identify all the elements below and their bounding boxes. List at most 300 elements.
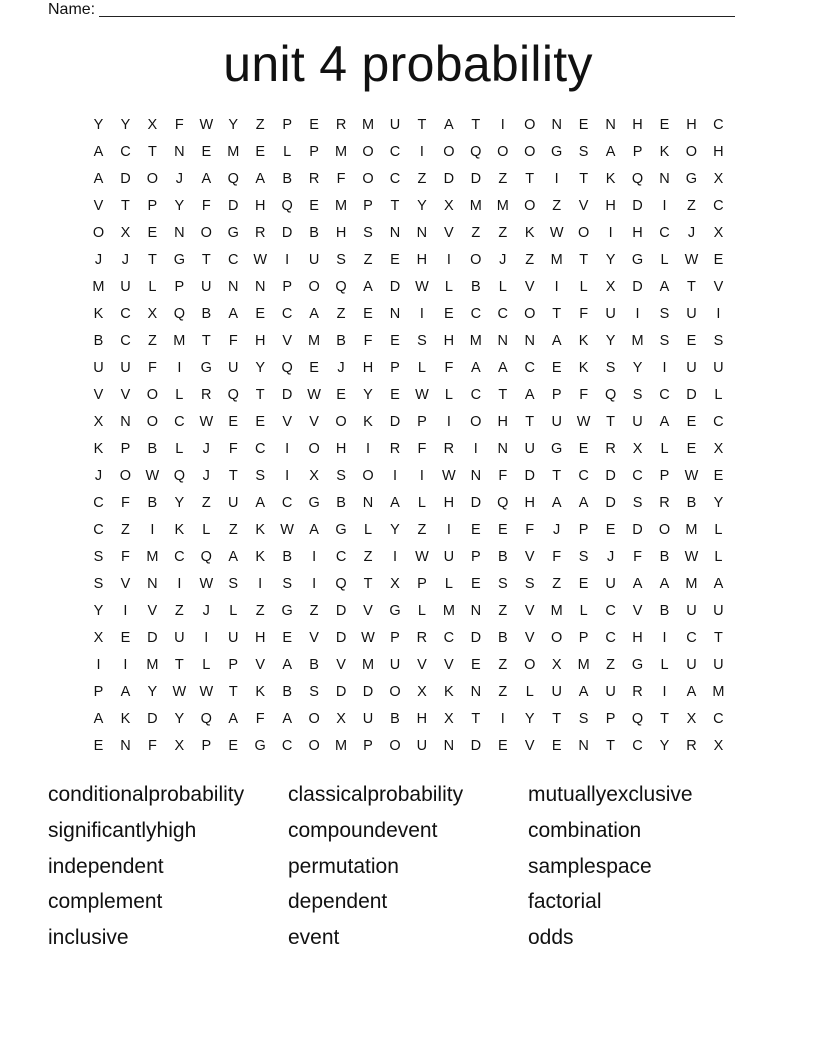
grid-letter[interactable]: X xyxy=(713,738,724,754)
grid-letter[interactable]: K xyxy=(255,522,266,538)
grid-letter[interactable]: B xyxy=(659,603,670,619)
grid-letter[interactable]: C xyxy=(120,333,131,349)
grid-letter[interactable]: A xyxy=(282,657,292,673)
grid-letter[interactable]: F xyxy=(121,549,130,565)
grid-letter[interactable]: M xyxy=(335,198,348,214)
grid-letter[interactable]: W xyxy=(684,549,699,565)
grid-letter[interactable]: J xyxy=(606,549,615,565)
grid-letter[interactable]: I xyxy=(285,468,290,484)
grid-letter[interactable]: X xyxy=(93,630,104,646)
grid-letter[interactable]: X xyxy=(174,738,185,754)
grid-letter[interactable]: V xyxy=(120,576,131,592)
grid-letter[interactable]: P xyxy=(605,711,616,727)
grid-letter[interactable]: N xyxy=(605,117,616,133)
grid-letter[interactable]: R xyxy=(659,495,670,511)
grid-letter[interactable]: S xyxy=(659,333,670,349)
grid-letter[interactable]: I xyxy=(446,522,451,538)
grid-letter[interactable]: U xyxy=(308,252,320,268)
grid-letter[interactable]: T xyxy=(228,468,238,484)
grid-letter[interactable]: A xyxy=(390,495,400,511)
grid-letter[interactable]: U xyxy=(228,630,239,646)
grid-letter[interactable]: H xyxy=(632,117,643,133)
grid-letter[interactable]: I xyxy=(635,306,640,322)
grid-letter[interactable]: H xyxy=(254,630,266,646)
grid-letter[interactable]: W xyxy=(199,414,214,430)
grid-letter[interactable]: T xyxy=(552,711,562,727)
grid-letter[interactable]: O xyxy=(497,144,509,160)
grid-letter[interactable]: D xyxy=(228,198,239,214)
grid-letter[interactable]: V xyxy=(309,630,319,646)
grid-letter[interactable]: E xyxy=(686,414,697,430)
grid-letter[interactable]: H xyxy=(605,198,616,214)
grid-letter[interactable]: O xyxy=(685,144,698,160)
grid-letter[interactable]: F xyxy=(147,360,157,376)
grid-letter[interactable]: E xyxy=(93,738,104,754)
grid-letter[interactable]: F xyxy=(579,387,589,403)
grid-letter[interactable]: L xyxy=(283,144,292,160)
grid-letter[interactable]: I xyxy=(392,549,397,565)
grid-letter[interactable]: I xyxy=(392,468,397,484)
grid-letter[interactable]: O xyxy=(524,144,536,160)
grid-letter[interactable]: B xyxy=(282,171,292,187)
grid-letter[interactable]: O xyxy=(524,198,536,214)
grid-letter[interactable]: F xyxy=(579,306,589,322)
grid-letter[interactable]: Y xyxy=(174,198,185,214)
grid-letter[interactable]: P xyxy=(470,549,481,565)
grid-letter[interactable]: V xyxy=(336,657,346,673)
grid-letter[interactable]: B xyxy=(497,549,508,565)
grid-letter[interactable]: N xyxy=(470,603,482,619)
grid-letter[interactable]: N xyxy=(551,117,562,133)
grid-letter[interactable]: V xyxy=(524,549,535,565)
grid-letter[interactable]: R xyxy=(308,171,320,187)
grid-letter[interactable]: C xyxy=(605,630,616,646)
grid-letter[interactable]: E xyxy=(578,441,589,457)
grid-letter[interactable]: Z xyxy=(417,522,427,538)
grid-letter[interactable]: N xyxy=(443,738,455,754)
grid-letter[interactable]: C xyxy=(281,738,293,754)
grid-letter[interactable]: L xyxy=(417,360,426,376)
grid-letter[interactable]: L xyxy=(660,252,669,268)
grid-letter[interactable]: Y xyxy=(417,198,427,214)
grid-letter[interactable]: J xyxy=(121,252,130,268)
grid-letter[interactable]: S xyxy=(578,711,589,727)
grid-letter[interactable]: U xyxy=(416,738,428,754)
grid-letter[interactable]: D xyxy=(335,603,347,619)
grid-letter[interactable]: M xyxy=(335,738,348,754)
grid-letter[interactable]: Z xyxy=(552,576,562,592)
grid-letter[interactable]: F xyxy=(444,360,454,376)
grid-letter[interactable]: Y xyxy=(147,684,158,700)
grid-letter[interactable]: M xyxy=(308,333,321,349)
grid-letter[interactable]: X xyxy=(390,576,400,592)
grid-letter[interactable]: A xyxy=(551,495,562,511)
grid-letter[interactable]: G xyxy=(173,252,185,268)
grid-letter[interactable]: Q xyxy=(227,387,239,403)
grid-letter[interactable]: G xyxy=(389,603,401,619)
grid-letter[interactable]: X xyxy=(147,306,158,322)
grid-letter[interactable]: H xyxy=(254,333,266,349)
grid-letter[interactable]: E xyxy=(201,144,212,160)
grid-letter[interactable]: V xyxy=(309,414,319,430)
grid-letter[interactable]: N xyxy=(174,225,185,241)
grid-letter[interactable]: Y xyxy=(93,603,104,619)
grid-letter[interactable]: Q xyxy=(281,360,293,376)
grid-letter[interactable]: E xyxy=(390,252,400,268)
grid-letter[interactable]: P xyxy=(659,468,670,484)
grid-letter[interactable]: C xyxy=(632,738,643,754)
grid-letter[interactable]: Z xyxy=(363,549,373,565)
grid-letter[interactable]: C xyxy=(93,495,104,511)
grid-letter[interactable]: A xyxy=(282,711,292,727)
grid-letter[interactable]: O xyxy=(524,117,536,133)
grid-letter[interactable]: J xyxy=(499,252,507,268)
grid-letter[interactable]: K xyxy=(93,441,104,457)
grid-letter[interactable]: V xyxy=(282,414,292,430)
grid-letter[interactable]: T xyxy=(390,198,400,214)
grid-letter[interactable]: S xyxy=(659,306,670,322)
grid-letter[interactable]: T xyxy=(606,414,616,430)
grid-letter[interactable]: Q xyxy=(200,711,212,727)
grid-letter[interactable]: T xyxy=(660,711,669,727)
grid-letter[interactable]: C xyxy=(443,630,455,646)
grid-letter[interactable]: E xyxy=(309,360,319,376)
grid-letter[interactable]: Y xyxy=(174,711,185,727)
grid-letter[interactable]: E xyxy=(551,738,562,754)
grid-letter[interactable]: X xyxy=(309,468,319,484)
grid-letter[interactable]: E xyxy=(228,414,239,430)
grid-letter[interactable]: O xyxy=(362,468,374,484)
grid-letter[interactable]: N xyxy=(578,738,589,754)
grid-letter[interactable]: A xyxy=(524,387,535,403)
grid-letter[interactable]: M xyxy=(146,549,159,565)
grid-letter[interactable]: E xyxy=(336,387,346,403)
grid-letter[interactable]: W xyxy=(361,630,375,646)
grid-letter[interactable]: D xyxy=(632,279,643,295)
grid-letter[interactable]: E xyxy=(309,117,319,133)
grid-letter[interactable]: I xyxy=(96,657,101,673)
grid-letter[interactable]: P xyxy=(417,414,427,430)
grid-letter[interactable]: N xyxy=(524,333,535,349)
grid-letter[interactable]: J xyxy=(553,522,561,538)
grid-letter[interactable]: Z xyxy=(336,306,346,322)
grid-letter[interactable]: T xyxy=(121,198,130,214)
grid-letter[interactable]: B xyxy=(390,711,400,727)
grid-letter[interactable]: U xyxy=(228,360,239,376)
grid-letter[interactable]: O xyxy=(470,414,482,430)
grid-letter[interactable]: S xyxy=(282,576,292,592)
grid-letter[interactable]: T xyxy=(713,630,723,646)
grid-letter[interactable]: A xyxy=(228,549,239,565)
grid-letter[interactable]: G xyxy=(551,441,563,457)
grid-letter[interactable]: H xyxy=(497,414,509,430)
grid-letter[interactable]: R xyxy=(632,684,643,700)
grid-letter[interactable]: Y xyxy=(363,387,373,403)
grid-letter[interactable]: V xyxy=(713,279,724,295)
grid-letter[interactable]: Z xyxy=(228,522,238,538)
grid-letter[interactable]: T xyxy=(579,171,589,187)
grid-letter[interactable]: Q xyxy=(227,171,239,187)
grid-letter[interactable]: T xyxy=(498,387,508,403)
grid-letter[interactable]: D xyxy=(524,468,535,484)
grid-letter[interactable]: M xyxy=(442,603,455,619)
grid-letter[interactable]: V xyxy=(524,279,535,295)
grid-letter[interactable]: C xyxy=(389,144,401,160)
grid-letter[interactable]: A xyxy=(578,495,589,511)
grid-letter[interactable]: W xyxy=(549,225,564,241)
grid-letter[interactable]: P xyxy=(551,387,562,403)
grid-letter[interactable]: U xyxy=(605,684,616,700)
grid-letter[interactable]: N xyxy=(470,468,482,484)
grid-letter[interactable]: D xyxy=(632,198,643,214)
grid-letter[interactable]: I xyxy=(204,630,209,646)
grid-letter[interactable]: I xyxy=(123,657,128,673)
grid-letter[interactable]: S xyxy=(632,495,643,511)
grid-letter[interactable]: Q xyxy=(335,576,347,592)
grid-letter[interactable]: O xyxy=(119,468,132,484)
grid-letter[interactable]: V xyxy=(632,603,643,619)
grid-letter[interactable]: Z xyxy=(417,171,427,187)
grid-letter[interactable]: A xyxy=(363,279,373,295)
grid-letter[interactable]: N xyxy=(497,441,509,457)
grid-letter[interactable]: I xyxy=(312,576,317,592)
grid-letter[interactable]: B xyxy=(201,306,212,322)
grid-letter[interactable]: C xyxy=(93,522,104,538)
grid-letter[interactable]: Z xyxy=(255,117,265,133)
grid-letter[interactable]: D xyxy=(120,171,131,187)
grid-letter[interactable]: R xyxy=(254,225,266,241)
grid-letter[interactable]: L xyxy=(444,279,453,295)
grid-letter[interactable]: X xyxy=(713,441,724,457)
grid-letter[interactable]: M xyxy=(577,657,590,673)
grid-letter[interactable]: K xyxy=(363,414,373,430)
grid-letter[interactable]: W xyxy=(145,468,160,484)
grid-letter[interactable]: O xyxy=(524,306,536,322)
grid-letter[interactable]: D xyxy=(470,171,482,187)
grid-letter[interactable]: P xyxy=(93,684,104,700)
grid-letter[interactable]: D xyxy=(470,630,482,646)
grid-letter[interactable]: M xyxy=(685,522,698,538)
grid-letter[interactable]: D xyxy=(470,495,482,511)
grid-letter[interactable]: C xyxy=(120,144,131,160)
grid-letter[interactable]: B xyxy=(147,441,158,457)
grid-letter[interactable]: U xyxy=(120,279,131,295)
grid-letter[interactable]: Z xyxy=(471,225,481,241)
grid-letter[interactable]: D xyxy=(147,711,158,727)
grid-letter[interactable]: W xyxy=(684,252,699,268)
grid-letter[interactable]: T xyxy=(552,468,562,484)
grid-letter[interactable]: G xyxy=(685,171,698,187)
grid-letter[interactable]: P xyxy=(228,657,239,673)
grid-letter[interactable]: I xyxy=(473,441,478,457)
grid-letter[interactable]: A xyxy=(686,684,697,700)
grid-letter[interactable]: I xyxy=(446,414,451,430)
grid-letter[interactable]: L xyxy=(579,279,588,295)
grid-letter[interactable]: Z xyxy=(147,333,157,349)
grid-letter[interactable]: M xyxy=(631,333,644,349)
grid-letter[interactable]: R xyxy=(443,441,455,457)
grid-letter[interactable]: M xyxy=(146,657,159,673)
grid-letter[interactable]: V xyxy=(524,603,535,619)
grid-letter[interactable]: W xyxy=(199,117,214,133)
grid-letter[interactable]: U xyxy=(174,630,185,646)
grid-letter[interactable]: T xyxy=(417,117,427,133)
grid-letter[interactable]: N xyxy=(389,225,401,241)
grid-letter[interactable]: M xyxy=(227,144,240,160)
grid-letter[interactable]: H xyxy=(416,252,428,268)
grid-letter[interactable]: E xyxy=(470,522,481,538)
grid-letter[interactable]: H xyxy=(335,441,347,457)
grid-letter[interactable]: W xyxy=(442,468,456,484)
grid-letter[interactable]: O xyxy=(389,738,401,754)
grid-letter[interactable]: U xyxy=(389,657,401,673)
grid-letter[interactable]: Q xyxy=(497,495,509,511)
grid-letter[interactable]: Z xyxy=(174,603,184,619)
grid-letter[interactable]: G xyxy=(335,522,347,538)
grid-letter[interactable]: A xyxy=(551,333,562,349)
grid-letter[interactable]: W xyxy=(280,522,294,538)
grid-letter[interactable]: N xyxy=(362,495,374,511)
grid-letter[interactable]: I xyxy=(662,684,667,700)
grid-letter[interactable]: O xyxy=(308,279,320,295)
grid-letter[interactable]: O xyxy=(308,441,320,457)
grid-letter[interactable]: F xyxy=(174,117,184,133)
grid-letter[interactable]: X xyxy=(444,711,454,727)
grid-letter[interactable]: V xyxy=(120,387,131,403)
grid-letter[interactable]: F xyxy=(525,522,535,538)
grid-letter[interactable]: I xyxy=(312,549,317,565)
grid-letter[interactable]: K xyxy=(524,225,535,241)
grid-letter[interactable]: A xyxy=(228,306,239,322)
grid-letter[interactable]: H xyxy=(416,711,428,727)
grid-letter[interactable]: I xyxy=(716,306,721,322)
grid-letter[interactable]: L xyxy=(714,387,723,403)
grid-letter[interactable]: T xyxy=(687,279,696,295)
grid-letter[interactable]: R xyxy=(686,738,697,754)
grid-letter[interactable]: L xyxy=(714,522,723,538)
grid-letter[interactable]: D xyxy=(686,387,697,403)
grid-letter[interactable]: E xyxy=(551,360,562,376)
grid-letter[interactable]: C xyxy=(713,117,724,133)
grid-letter[interactable]: E xyxy=(309,198,319,214)
grid-letter[interactable]: C xyxy=(281,306,293,322)
grid-letter[interactable]: B xyxy=(147,495,158,511)
grid-letter[interactable]: L xyxy=(417,495,426,511)
grid-letter[interactable]: Q xyxy=(281,198,293,214)
grid-letter[interactable]: I xyxy=(419,306,424,322)
grid-letter[interactable]: U xyxy=(551,684,562,700)
grid-letter[interactable]: T xyxy=(471,711,481,727)
grid-letter[interactable]: Y xyxy=(605,252,616,268)
grid-letter[interactable]: I xyxy=(446,252,451,268)
grid-letter[interactable]: O xyxy=(146,414,159,430)
grid-letter[interactable]: A xyxy=(578,684,589,700)
grid-letter[interactable]: O xyxy=(146,387,159,403)
grid-letter[interactable]: X xyxy=(713,225,724,241)
grid-letter[interactable]: I xyxy=(285,441,290,457)
grid-letter[interactable]: W xyxy=(253,252,268,268)
grid-letter[interactable]: E xyxy=(255,306,266,322)
grid-letter[interactable]: Z xyxy=(498,171,508,187)
grid-letter[interactable]: Q xyxy=(200,549,212,565)
grid-letter[interactable]: C xyxy=(713,198,724,214)
grid-letter[interactable]: O xyxy=(470,252,482,268)
grid-letter[interactable]: Z xyxy=(687,198,696,214)
grid-letter[interactable]: M xyxy=(361,117,375,133)
grid-letter[interactable]: R xyxy=(201,387,212,403)
grid-letter[interactable]: M xyxy=(173,333,186,349)
grid-letter[interactable]: M xyxy=(361,657,375,673)
grid-letter[interactable]: E xyxy=(363,306,373,322)
grid-letter[interactable]: F xyxy=(417,441,427,457)
grid-letter[interactable]: J xyxy=(202,441,210,457)
grid-letter[interactable]: O xyxy=(362,144,374,160)
grid-letter[interactable]: X xyxy=(686,711,697,727)
grid-letter[interactable]: C xyxy=(578,468,589,484)
grid-letter[interactable]: W xyxy=(415,279,429,295)
grid-letter[interactable]: Z xyxy=(121,522,130,538)
grid-letter[interactable]: F xyxy=(363,333,373,349)
grid-letter[interactable]: P xyxy=(363,198,373,214)
grid-letter[interactable]: F xyxy=(201,198,211,214)
grid-letter[interactable]: D xyxy=(362,684,374,700)
grid-letter[interactable]: C xyxy=(120,306,131,322)
grid-letter[interactable]: Z xyxy=(498,225,508,241)
grid-letter[interactable]: Z xyxy=(363,252,373,268)
grid-letter[interactable]: L xyxy=(444,387,453,403)
grid-letter[interactable]: Z xyxy=(606,657,616,673)
grid-letter[interactable]: V xyxy=(524,630,535,646)
grid-letter[interactable]: Y xyxy=(390,522,400,538)
grid-letter[interactable]: P xyxy=(201,738,212,754)
grid-letter[interactable]: G xyxy=(254,738,266,754)
grid-letter[interactable]: L xyxy=(363,522,373,538)
grid-letter[interactable]: U xyxy=(713,657,724,673)
grid-letter[interactable]: N xyxy=(389,306,401,322)
grid-letter[interactable]: E xyxy=(659,117,670,133)
grid-letter[interactable]: G xyxy=(227,225,239,241)
grid-letter[interactable]: V xyxy=(255,657,266,673)
grid-letter[interactable]: U xyxy=(632,414,643,430)
grid-letter[interactable]: D xyxy=(281,387,293,403)
grid-letter[interactable]: P xyxy=(390,360,400,376)
grid-letter[interactable]: S xyxy=(578,549,589,565)
grid-letter[interactable]: X xyxy=(605,279,616,295)
grid-letter[interactable]: T xyxy=(552,306,562,322)
grid-letter[interactable]: E xyxy=(255,144,266,160)
grid-letter[interactable]: L xyxy=(660,441,669,457)
grid-letter[interactable]: H xyxy=(443,495,455,511)
grid-letter[interactable]: L xyxy=(229,603,238,619)
grid-letter[interactable]: C xyxy=(713,711,724,727)
grid-letter[interactable]: B xyxy=(497,630,508,646)
grid-letter[interactable]: L xyxy=(148,279,157,295)
grid-letter[interactable]: I xyxy=(554,171,559,187)
grid-letter[interactable]: D xyxy=(281,225,293,241)
grid-letter[interactable]: Y xyxy=(713,495,724,511)
grid-letter[interactable]: C xyxy=(335,549,347,565)
grid-letter[interactable]: A xyxy=(497,360,508,376)
grid-letter[interactable]: D xyxy=(389,414,401,430)
grid-letter[interactable]: V xyxy=(524,738,535,754)
grid-letter[interactable]: J xyxy=(687,225,696,241)
grid-letter[interactable]: M xyxy=(469,198,482,214)
grid-letter[interactable]: S xyxy=(228,576,239,592)
grid-letter[interactable]: R xyxy=(335,117,347,133)
grid-letter[interactable]: K xyxy=(578,333,589,349)
grid-letter[interactable]: H xyxy=(686,117,697,133)
grid-letter[interactable]: V xyxy=(444,657,454,673)
